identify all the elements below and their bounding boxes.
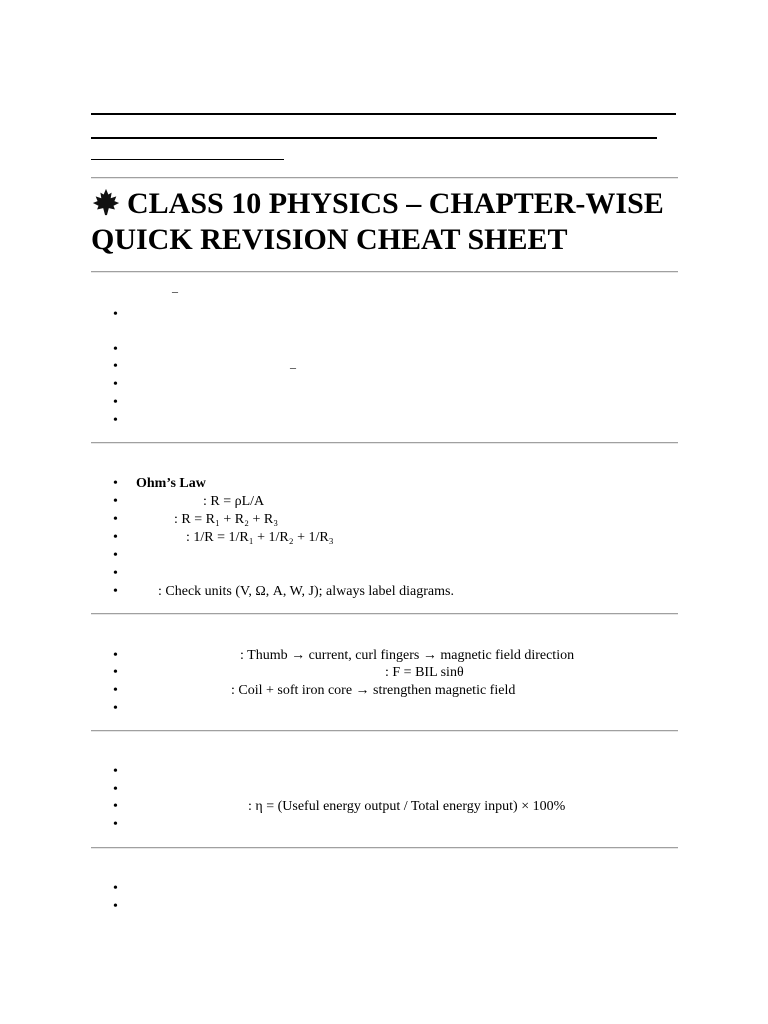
list-bullet: •: [113, 701, 118, 716]
right-hand-thumb-rule: : Thumb → current, curl fingers → magnetic field direction: [240, 648, 575, 663]
list-bullet: •: [113, 683, 118, 698]
divider-section-3: [91, 613, 678, 615]
parallel-resistance-formula: : 1/R = 1/R₁ + 1/R₂ + 1/R₃: [186, 530, 334, 545]
top-rule-1: [91, 113, 676, 115]
list-bullet: •: [113, 494, 118, 509]
list-bullet: •: [113, 548, 118, 563]
series-resistance-formula: : R = R₁ + R₂ + R₃: [174, 512, 279, 527]
list-bullet: •: [113, 764, 118, 779]
resistivity-formula: : R = ρL/A: [203, 494, 265, 509]
list-bullet: •: [113, 665, 118, 680]
divider-section-2: [91, 442, 678, 444]
list-bullet: •: [113, 584, 118, 599]
divider-section-4: [91, 730, 678, 732]
list-bullet: •: [113, 342, 118, 357]
divider-title-top: [91, 177, 678, 179]
list-bullet: •: [113, 899, 118, 914]
list-bullet: •: [113, 530, 118, 545]
efficiency-formula: : η = (Useful energy output / Total energy input) × 100%: [248, 799, 566, 814]
title-line-1: CLASS 10 PHYSICS – CHAPTER-WISE: [91, 187, 664, 220]
list-bullet: •: [113, 566, 118, 581]
units-tip: : Check units (V, Ω, A, W, J); always label diagrams.: [158, 584, 454, 599]
list-bullet: •: [113, 881, 118, 896]
list-bullet: •: [113, 648, 118, 663]
top-rule-3: [91, 159, 284, 160]
maple-leaf-icon: [91, 187, 121, 217]
top-rule-2: [91, 137, 657, 139]
section1-dash-a: –: [172, 284, 178, 298]
list-bullet: •: [113, 476, 118, 491]
electromagnet-note: : Coil + soft iron core → strengthen magnetic field: [231, 683, 516, 698]
list-bullet: •: [113, 377, 118, 392]
list-bullet: •: [113, 512, 118, 527]
list-bullet: •: [113, 817, 118, 832]
title-line-2: QUICK REVISION CHEAT SHEET: [91, 223, 568, 256]
ohms-law-label: Ohm’s Law: [136, 476, 206, 491]
list-bullet: •: [113, 413, 118, 428]
force-formula: : F = BIL sinθ: [385, 665, 464, 680]
list-bullet: •: [113, 359, 118, 374]
divider-section-5: [91, 847, 678, 849]
section1-dash-b: –: [290, 360, 296, 374]
divider-section-1: [91, 271, 678, 273]
list-bullet: •: [113, 395, 118, 410]
page-title: [91, 186, 691, 258]
list-bullet: •: [113, 782, 118, 797]
list-bullet: •: [113, 307, 118, 322]
list-bullet: •: [113, 799, 118, 814]
